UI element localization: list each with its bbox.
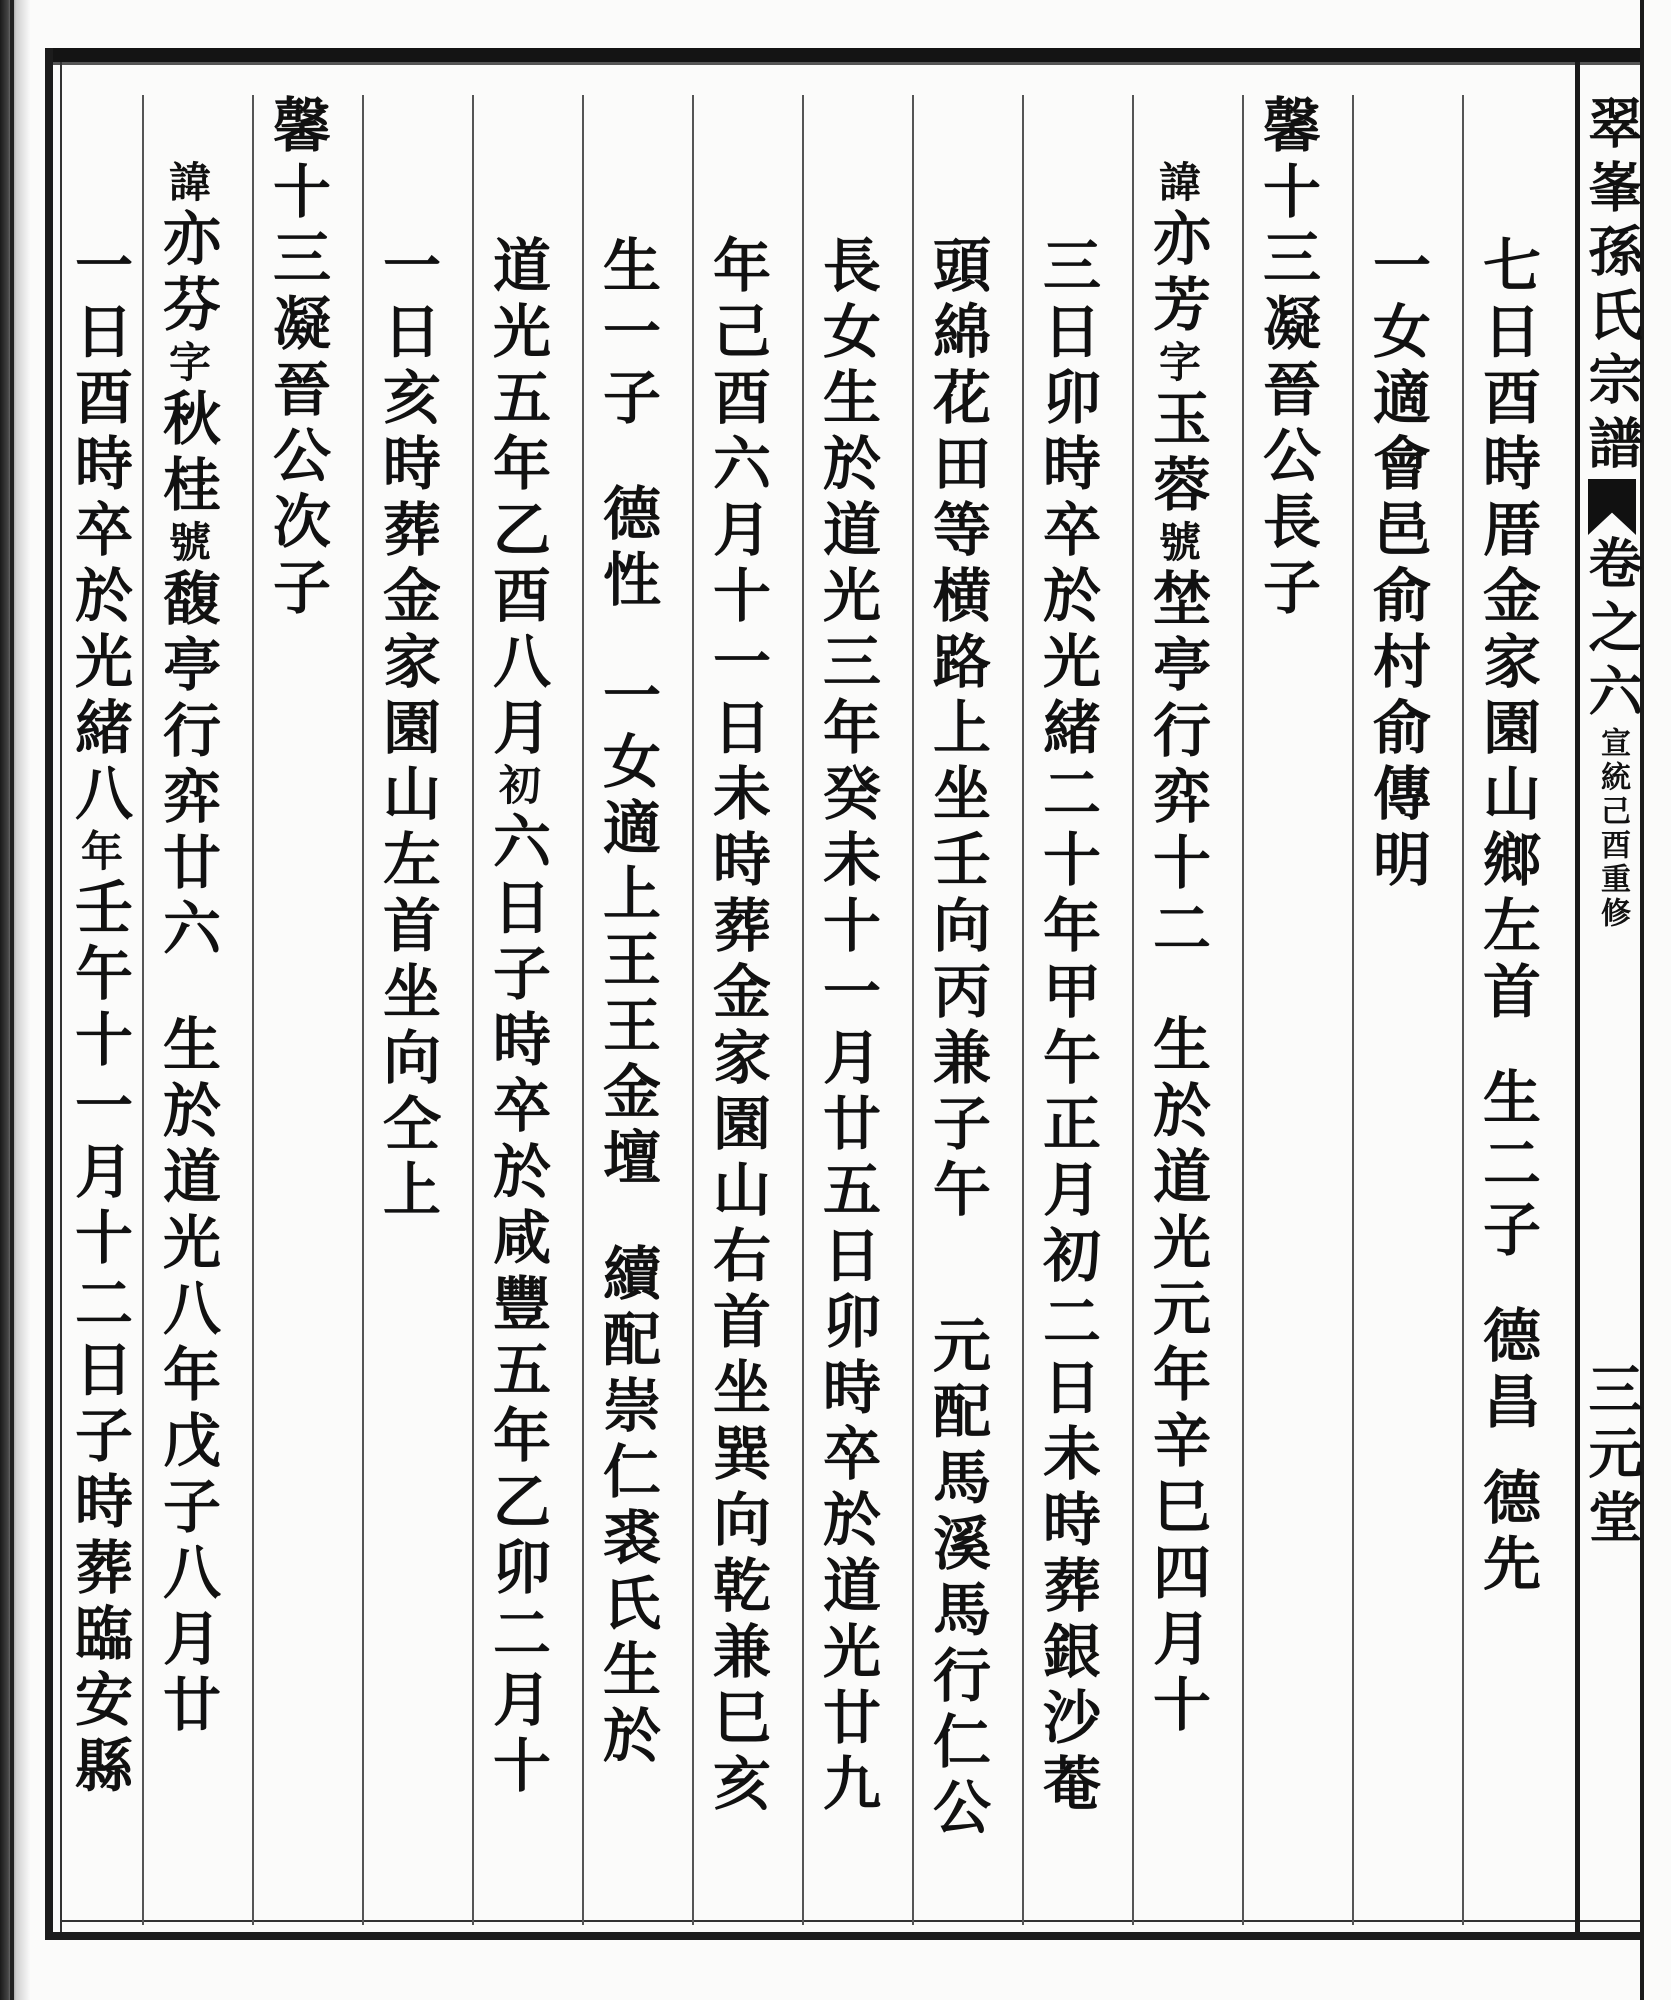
column-text: 字 <box>1153 340 1202 388</box>
page-frame-top <box>45 48 1640 65</box>
column-text: 續配崇仁裘氏生於 <box>593 1243 661 1771</box>
column-text: 六日子時卒於咸豐五年乙卯二月十 <box>483 811 551 1801</box>
column-rule <box>802 95 804 1925</box>
column-text: 諱 <box>163 160 212 208</box>
column-text: 馨十三凝晉公長子 <box>1253 95 1321 623</box>
text-column-8 <box>703 235 771 1819</box>
column-text: 玉蓉 <box>1143 388 1211 520</box>
column-text: 馨十三凝晉公次子 <box>263 95 331 623</box>
text-column-3 <box>1253 95 1321 623</box>
fish-tail-icon <box>1588 479 1636 535</box>
column-rule <box>472 95 474 1925</box>
column-text: 秋桂 <box>153 388 221 520</box>
book-binding-edge <box>10 0 14 2000</box>
text-column-10 <box>483 235 551 1801</box>
column-rule <box>1352 95 1354 1925</box>
text-column-7 <box>813 235 881 1819</box>
column-text: 生於道光元年辛巳四月十 <box>1143 1014 1211 1740</box>
column-text: 生於道光八年戊子八月廿 <box>153 1014 221 1740</box>
column-text: 壬午十一月十二日子時葬臨安縣 <box>65 877 133 1801</box>
column-rule <box>692 95 694 1925</box>
text-column-9 <box>593 235 661 1771</box>
text-column-14 <box>65 235 133 1801</box>
column-text: 長女生於道光三年癸未十一月廿五日卯時卒於道光廿九 <box>813 235 881 1819</box>
column-text: 元配馬溪馬行仁公 <box>923 1315 991 1843</box>
column-rule <box>362 95 364 1925</box>
column-rule <box>1462 95 1464 1925</box>
column-text: 道光五年乙酉八月 <box>483 235 551 763</box>
column-text: 生二子 <box>1473 1067 1541 1265</box>
column-rule <box>582 95 584 1925</box>
column-text: 亦芬 <box>153 208 221 340</box>
column-text: 一日亥時葬金家園山左首坐向仝上 <box>373 235 441 1225</box>
edition-note: 宣統己酉重修 <box>1595 727 1630 931</box>
column-rule <box>142 95 144 1925</box>
column-text: 德性 <box>593 483 661 615</box>
column-text: 亦芳 <box>1143 208 1211 340</box>
text-column-11 <box>373 235 441 1225</box>
column-text: 頭綿花田等横路上坐壬向丙兼子午 <box>923 235 991 1225</box>
text-column-5 <box>1033 235 1101 1819</box>
column-text: 一女適上王王金壇 <box>593 665 661 1193</box>
text-column-2 <box>1363 235 1431 895</box>
column-text: 七日酉時厝金家園山鄉左首 <box>1473 235 1541 1027</box>
text-column-13 <box>153 160 221 1740</box>
column-text: 三日卯時卒於光緒二十年甲午正月初二日未時葬銀沙菴 <box>1033 235 1101 1819</box>
column-text: 馥亭行弈廿六 <box>153 568 221 964</box>
text-column-4 <box>1143 160 1211 1740</box>
column-text: 生一子 <box>593 235 661 433</box>
volume-label: 卷之六 <box>1580 535 1644 727</box>
column-text: 諱 <box>1153 160 1202 208</box>
column-text: 號 <box>1153 520 1202 568</box>
book-binding-shadow <box>0 0 30 2000</box>
page-frame-left-inner <box>60 62 62 1932</box>
column-text: 一女適會邑俞村俞傳明 <box>1363 235 1431 895</box>
column-text: 年 <box>75 829 124 877</box>
hall-name: 三元堂 <box>1580 1361 1644 1553</box>
column-rule <box>912 95 914 1925</box>
page-frame-left <box>45 48 53 1940</box>
page-frame-bottom-inner <box>60 1920 1640 1922</box>
book-title: 翠峯孫氏宗譜 <box>1580 95 1644 479</box>
column-text: 一日酉時卒於光緒八 <box>65 235 133 829</box>
column-rule <box>1132 95 1134 1925</box>
text-column-12 <box>263 95 331 623</box>
text-column-6 <box>923 235 991 1843</box>
page-frame-bottom <box>45 1932 1640 1940</box>
book-title-strip <box>1580 95 1644 1935</box>
column-rule <box>1022 95 1024 1925</box>
column-rule <box>1242 95 1244 1925</box>
column-text: 初 <box>493 763 542 811</box>
column-text: 年己酉六月十一日未時葬金家園山右首坐巽向乾兼巳亥 <box>703 235 771 1819</box>
column-rule <box>252 95 254 1925</box>
column-text: 埜亭行弈十二 <box>1143 568 1211 964</box>
column-text: 德昌 <box>1473 1305 1541 1437</box>
column-text: 字 <box>163 340 212 388</box>
text-column-1 <box>1473 235 1541 1599</box>
column-text: 德先 <box>1473 1467 1541 1599</box>
column-text: 號 <box>163 520 212 568</box>
